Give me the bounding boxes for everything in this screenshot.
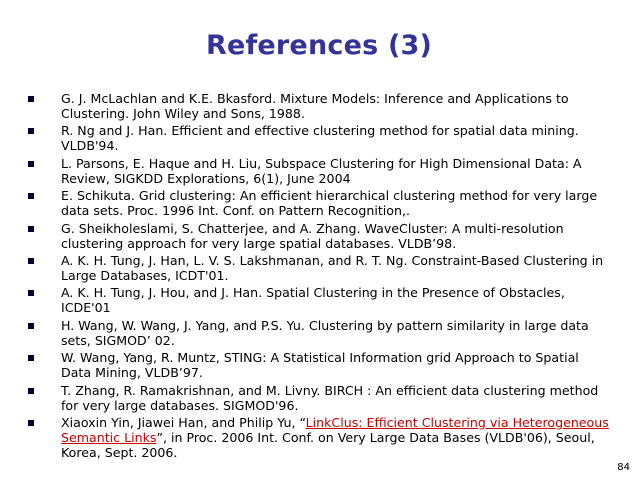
reference-text: W. Wang, Yang, R. Muntz, STING: A Statistical Information grid Approach to Spatial Data Mining, VLDB’97. (61, 350, 579, 381)
square-bullet-icon (28, 290, 34, 296)
reference-item (26, 124, 611, 154)
square-bullet-icon (28, 226, 34, 232)
square-bullet-icon (28, 96, 34, 102)
square-bullet-icon (28, 128, 34, 134)
reference-item (26, 157, 611, 187)
reference-text: A. K. H. Tung, J. Hou, and J. Han. Spatial Clustering in the Presence of Obstacles, ICDE'01 (61, 285, 565, 316)
reference-item (26, 254, 611, 284)
reference-item (26, 351, 611, 381)
square-bullet-icon (28, 161, 34, 167)
reference-list (26, 92, 611, 463)
linkclus-paper-link[interactable]: LinkClus: Efficient Clustering via Heterogeneous Semantic Links (61, 415, 609, 445)
reference-text: T. Zhang, R. Ramakrishnan, and M. Livny. BIRCH : An efficient data clustering method for very large databases. SIGMOD'96. (61, 382, 599, 413)
slide-title: References (3) (205, 30, 433, 61)
reference-item (26, 416, 611, 461)
square-bullet-icon (28, 258, 34, 264)
reference-text: G. Sheikholeslami, S. Chatterjee, and A. Zhang. WaveCluster: A multi-resolution clustering approach for very large spatial databases. VLDB’98. (61, 220, 564, 251)
reference-item (26, 92, 611, 122)
reference-prefix: Xiaoxin Yin, Jiawei Han, and Philip Yu, “ (61, 415, 306, 431)
square-bullet-icon (28, 193, 34, 199)
square-bullet-icon (28, 420, 34, 426)
reference-text: L. Parsons, E. Haque and H. Liu, Subspace Clustering for High Dimensional Data: A Review, SIGKDD Explorations, 6(1), June 2004 (61, 155, 582, 186)
reference-text: G. J. McLachlan and K.E. Bkasford. Mixture Models: Inference and Applications to Clustering. John Wiley and Sons, 1988. (61, 91, 569, 121)
reference-item (26, 286, 611, 316)
reference-item (26, 319, 611, 349)
page-number: 84 (617, 462, 630, 473)
reference-text: R. Ng and J. Han. Efficient and effective clustering method for spatial data mining. VLDB'94. (61, 123, 579, 154)
reference-item (26, 222, 611, 252)
square-bullet-icon (28, 388, 34, 394)
reference-item (26, 189, 611, 219)
reference-suffix: ”, in Proc. 2006 Int. Conf. on Very Large Data Bases (VLDB'06), Seoul, Korea, Sept. 2006. (61, 429, 595, 460)
square-bullet-icon (28, 323, 34, 329)
reference-text: E. Schikuta. Grid clustering: An efficient hierarchical clustering method for very large data sets. Proc. 1996 Int. Conf. on Pattern Recognition,. (61, 188, 598, 219)
reference-text: A. K. H. Tung, J. Han, L. V. S. Lakshmanan, and R. T. Ng. Constraint-Based Clustering in Large Databases, ICDT'01. (61, 253, 604, 283)
reference-item (26, 384, 611, 414)
reference-text: H. Wang, W. Wang, J. Yang, and P.S. Yu. Clustering by pattern similarity in large data sets, SIGMOD’ 02. (61, 317, 589, 348)
square-bullet-icon (28, 355, 34, 361)
